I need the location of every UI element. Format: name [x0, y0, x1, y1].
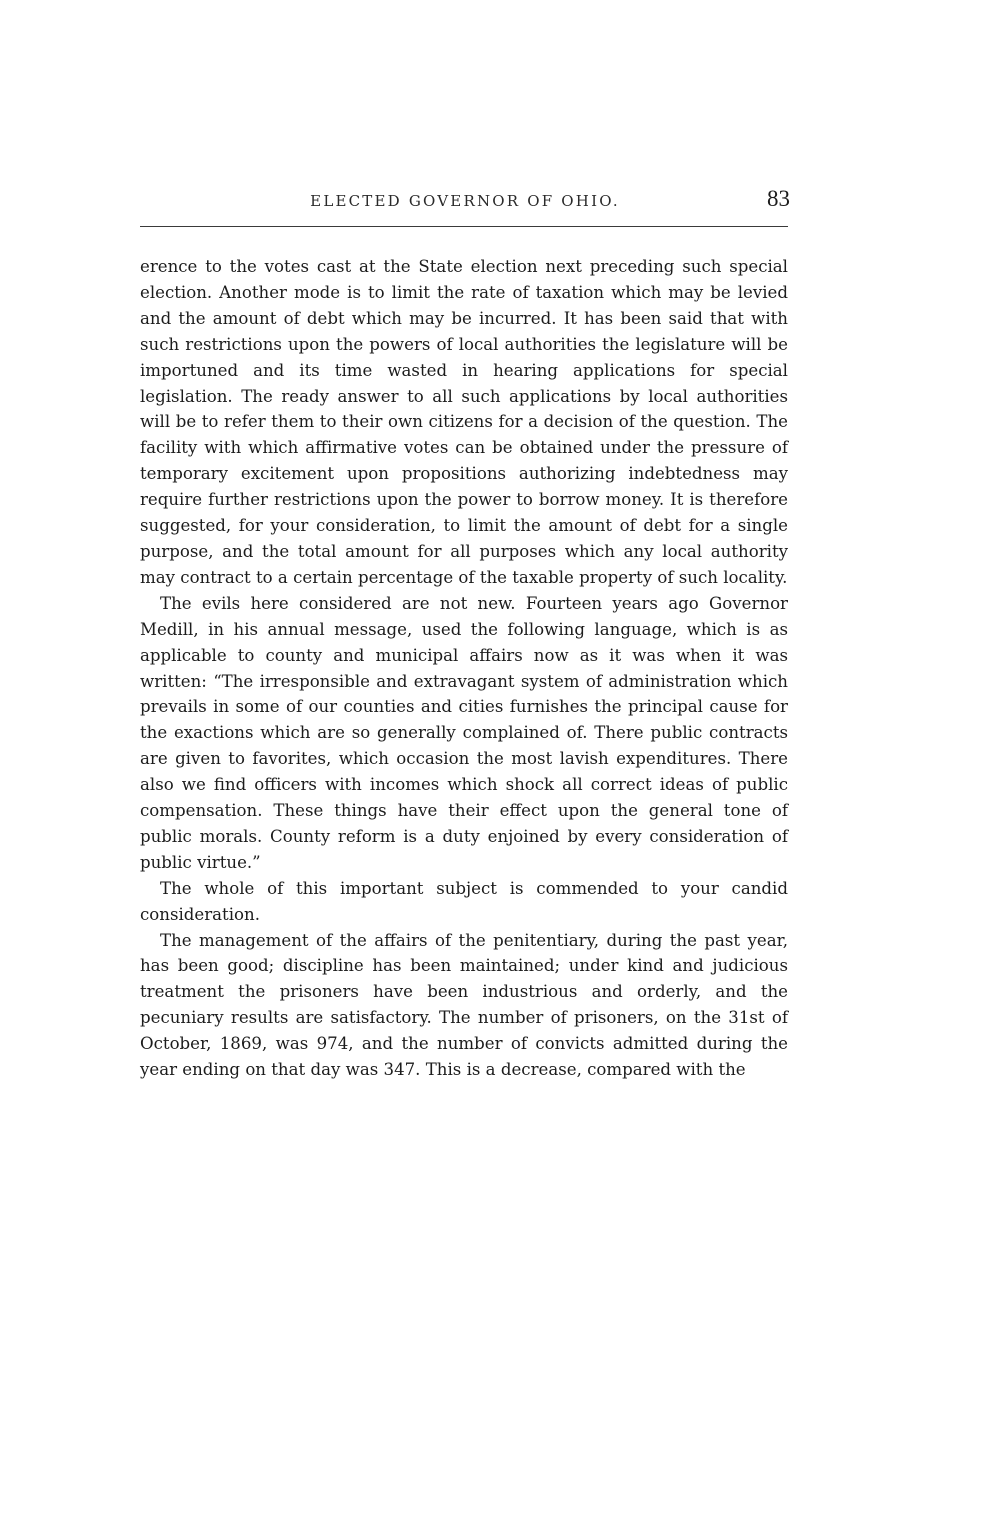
paragraph-continued: erence to the votes cast at the State election next preceding such special election. Another mode is to limit the rate of taxation which may be levied and the amount of debt which may be incurred. It has been said that with such restrictions upon the powers of local authorities the legislature will be importuned and its time wasted in hearing applications for special legislation. The ready answer to all such applications by local authorities will be to refer them to their own citizens for a decision of the question. The facility with which affirmative votes can be obtained under the pressure of temporary excitement upon propositions authorizing indebtedness may require further restrictions upon the power to borrow money. It is therefore suggested, for your consideration, to limit the amount of debt for a single purpose, and the total amount for all purposes which any local authority may contract to a certain percentage of the taxable property of such locality. — [140, 257, 788, 587]
paragraph-evils: The evils here considered are not new. Fourteen years ago Governor Medill, in his annual message, used the following language, which is as applicable to county and municipal affairs now as it was when it was written: “The irresponsible and extravagant system of administration which prevails in some of our counties and cities furnishes the principal cause for the exactions which are so generally complained of. There public contracts are given to favorites, which occasion the most lavish expenditures. There also we find officers with incomes which shock all correct ideas of public compensation. These things have their effect upon the general tone of public morals. County reform is a duty enjoined by every consideration of public virtue.” — [140, 593, 788, 872]
header-rule — [140, 226, 788, 227]
page-number: 83 — [767, 186, 790, 211]
paragraph-commendation: The whole of this important subject is commended to your candid consideration. — [140, 878, 788, 924]
running-title: ELECTED GOVERNOR OF OHIO. — [310, 192, 620, 210]
body-text — [140, 254, 788, 1083]
paragraph-penitentiary: The management of the affairs of the penitentiary, during the past year, has been good; discipline has been maintained; under kind and judicious treatment the prisoners have been industrious and orderly, and the pecuniary results are satisfactory. The number of prisoners, on the 31st of October, 1869, was 974, and the number of convicts admitted during the year ending on that day was 347. This is a decrease, compared with the — [140, 930, 788, 1080]
running-head — [140, 186, 790, 222]
